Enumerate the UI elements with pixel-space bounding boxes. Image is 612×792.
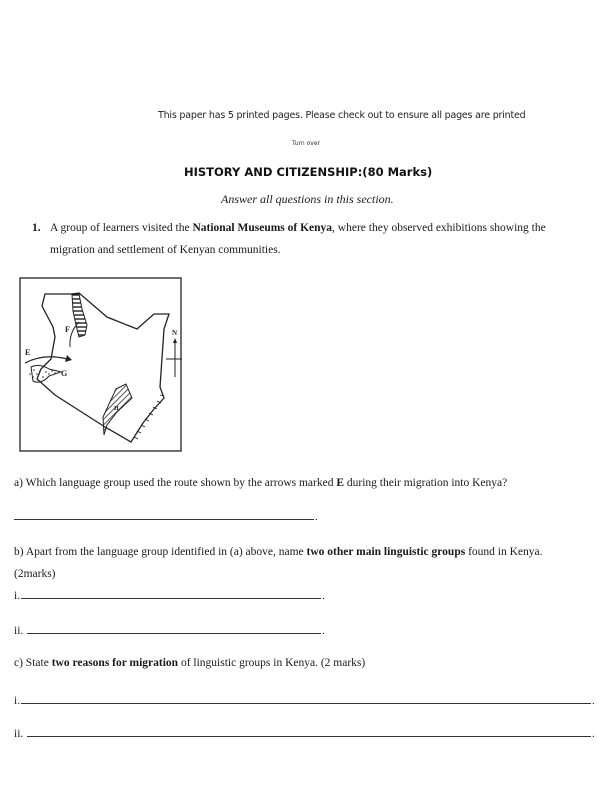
question-number: 1. — [32, 222, 41, 234]
map-label-h: H — [114, 406, 119, 412]
turn-over-note: Turn over — [292, 140, 321, 147]
question-part-b: b) Apart from the language group identified in (a) above, name two other main linguistic groups found in Kenya. — [14, 546, 543, 558]
map-label-e: E — [25, 348, 31, 357]
museum-name: National Museums of Kenya — [192, 222, 333, 234]
answer-b-ii-label: ii. — [14, 625, 24, 637]
answer-line-a-end: . — [315, 511, 318, 523]
question-part-b-marks: (2marks) — [14, 568, 56, 580]
kenya-migration-map — [19, 277, 182, 452]
answer-line-c-ii-end: . — [592, 728, 595, 740]
answer-c-i-label: i. — [14, 695, 21, 707]
section-title: HISTORY AND CITIZENSHIP:(80 Marks) — [184, 165, 433, 179]
map-label-f: F — [65, 325, 70, 334]
answer-line-c-i[interactable] — [21, 703, 591, 704]
question-part-c: c) State two reasons for migration of linguistic groups in Kenya. (2 marks) — [14, 657, 366, 669]
answer-line-b-ii-end: . — [322, 625, 325, 637]
printed-pages-note: This paper has 5 printed pages. Please check out to ensure all pages are printed — [158, 110, 526, 121]
answer-line-b-i-end: . — [322, 590, 325, 602]
answer-line-c-i-end: . — [592, 695, 595, 707]
answer-line-b-i[interactable] — [21, 598, 321, 599]
section-instruction: Answer all questions in this section. — [221, 192, 394, 206]
question-part-a: a) Which language group used the route shown by the arrows marked E during their migration into Kenya? — [14, 477, 508, 489]
question-intro: A group of learners visited the National Museums of Kenya, where they observed exhibitions showing the — [50, 222, 546, 234]
answer-line-c-ii[interactable] — [27, 736, 591, 737]
answer-line-b-ii[interactable] — [27, 633, 321, 634]
answer-line-a[interactable] — [14, 519, 314, 520]
map-label-north: N — [172, 329, 178, 337]
map-label-g: G — [61, 369, 68, 378]
answer-b-i-label: i. — [14, 590, 21, 602]
answer-c-ii-label: ii. — [14, 728, 24, 740]
question-intro-line2: migration and settlement of Kenyan communities. — [50, 244, 281, 256]
